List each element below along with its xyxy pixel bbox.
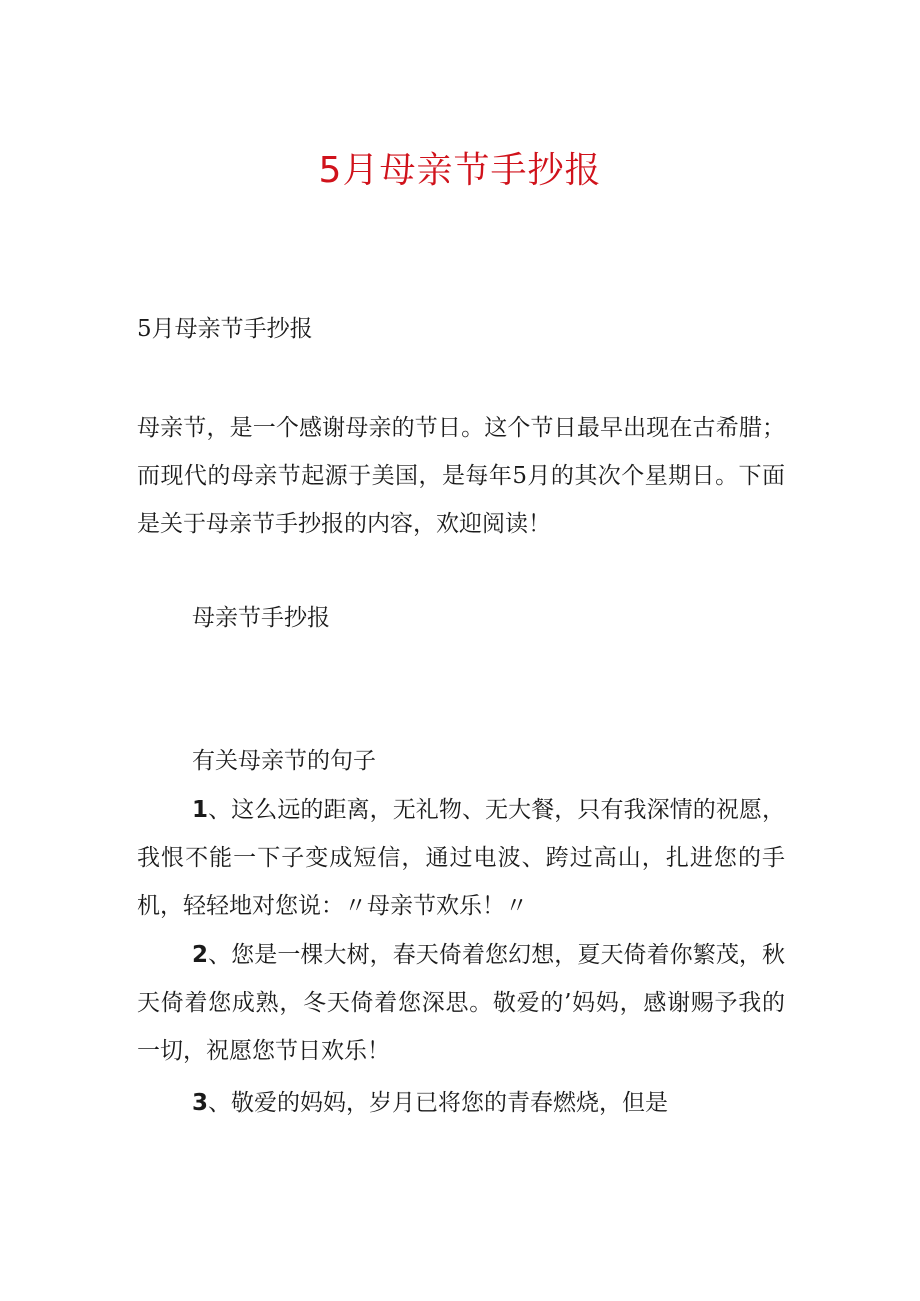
quote-item-2 [137,931,785,1075]
document-subtitle: 5月母亲节手抄报 [137,316,313,342]
quote-text: 、敬爱的妈妈，岁月已将您的青春燃烧，但是 [208,1090,669,1116]
section-heading: 母亲节手抄报 [192,605,330,631]
quote-number: 3 [192,1090,209,1116]
intro-paragraph: 母亲节，是一个感谢母亲的节日。这个节日最早出现在古希腊；而现代的母亲节起源于美国，是每年5月的其次个星期日。下面是关于母亲节手抄报的内容，欢迎阅读！ [137,415,785,537]
quote-text: 、您是一棵大树，春天倚着您幻想，夏天倚着你繁茂，秋天倚着您成熟，冬天倚着您深思。敬爱的’妈妈，感谢赐予我的一切，祝愿您节日欢乐！ [137,942,785,1064]
quote-text: 、这么远的距离，无礼物、无大餐，只有我深情的祝愿，我恨不能一下子变成短信，通过电波、跨过高山，扎进您的手机，轻轻地对您说：〃母亲节欢乐！〃 [137,797,785,919]
document-title: 5月母亲节手抄报 [318,150,602,191]
quote-item-3 [137,1079,785,1127]
quotes-heading: 有关母亲节的句子 [192,748,376,774]
quote-number: 1 [192,797,209,823]
quote-item-1 [137,786,785,930]
quote-number: 2 [192,942,209,968]
